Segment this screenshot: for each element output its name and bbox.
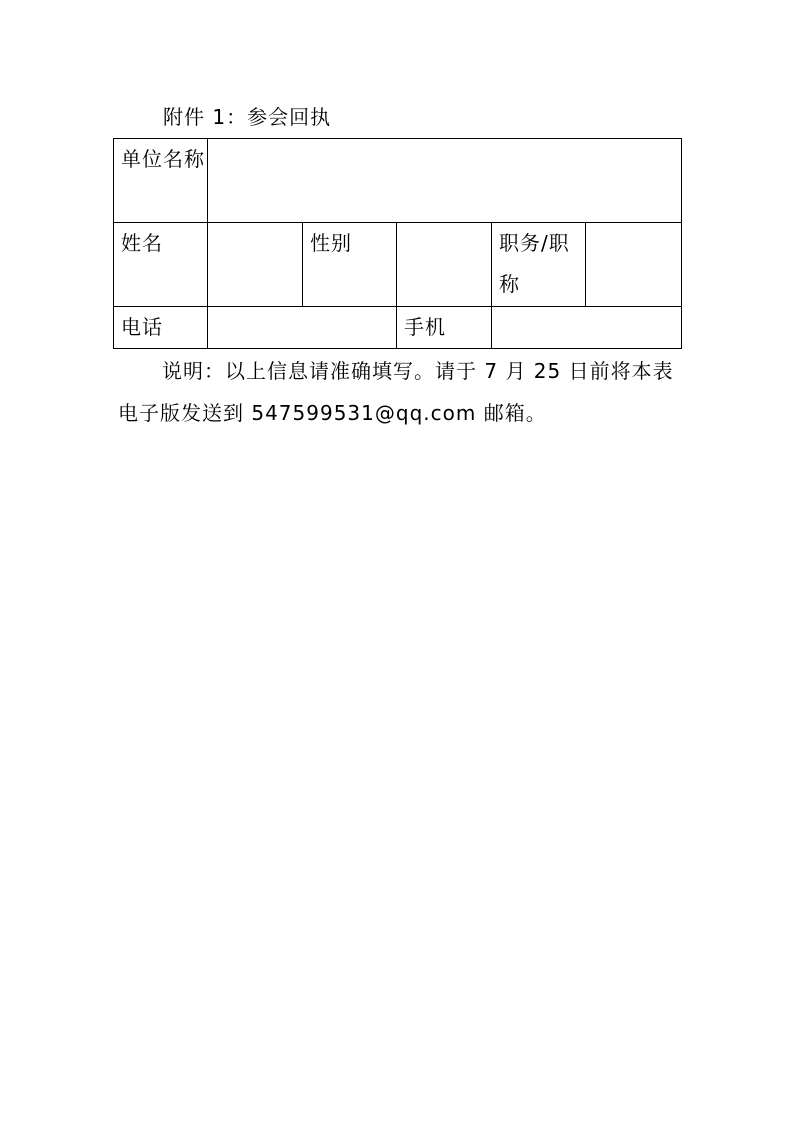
note-line-2: 电子版发送到 547599531@qq.com 邮箱。 xyxy=(118,401,547,425)
instruction-note xyxy=(118,350,678,434)
mobile-label: 手机 xyxy=(397,307,492,349)
registration-form-table xyxy=(113,138,682,349)
name-label: 姓名 xyxy=(114,223,208,307)
position-field[interactable] xyxy=(586,223,682,307)
unit-name-field[interactable] xyxy=(208,139,682,223)
name-field[interactable] xyxy=(208,223,303,307)
phone-field[interactable] xyxy=(208,307,397,349)
mobile-field[interactable] xyxy=(492,307,682,349)
gender-label: 性别 xyxy=(303,223,397,307)
note-line-1: 说明：以上信息请准确填写。请于 7 月 25 日前将本表 xyxy=(162,359,674,383)
person-row xyxy=(114,223,682,307)
phone-label: 电话 xyxy=(114,307,208,349)
gender-field[interactable] xyxy=(397,223,492,307)
position-label: 职务/职称 xyxy=(492,223,586,307)
contact-row xyxy=(114,307,682,349)
unit-row xyxy=(114,139,682,223)
unit-name-label: 单位名称 xyxy=(114,139,208,223)
page-title: 附件 1：参会回执 xyxy=(163,105,332,129)
